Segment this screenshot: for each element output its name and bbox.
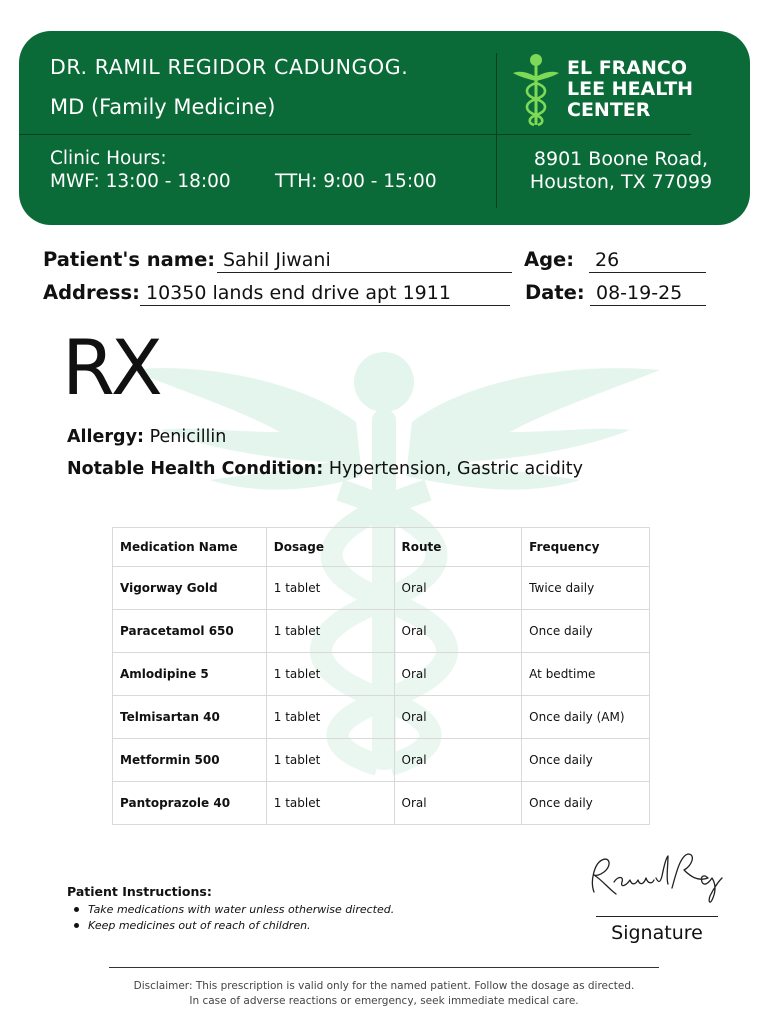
table-header-row <box>113 528 650 567</box>
frequency-cell: Once daily <box>522 739 650 782</box>
clinic-name-line: EL FRANCO <box>567 57 688 79</box>
header-divider-vertical <box>496 53 497 208</box>
column-header-frequency: Frequency <box>522 528 650 567</box>
dosage-cell: 1 tablet <box>266 567 394 610</box>
medication-name-cell: Metformin 500 <box>113 739 267 782</box>
table-row <box>113 653 650 696</box>
age-field: 26 <box>589 248 706 273</box>
clinic-hours-label: Clinic Hours: <box>50 148 167 169</box>
header-divider-horizontal <box>19 134 691 135</box>
dosage-cell: 1 tablet <box>266 610 394 653</box>
doctor-name: DR. RAMIL REGIDOR CADUNGOG. <box>50 55 409 79</box>
address-label: Address: <box>43 281 140 304</box>
patient-name-field: Sahil Jiwani <box>217 248 512 273</box>
prescription-header <box>19 31 750 225</box>
frequency-cell: Once daily (AM) <box>522 696 650 739</box>
frequency-cell: Twice daily <box>522 567 650 610</box>
frequency-cell: Once daily <box>522 610 650 653</box>
dosage-cell: 1 tablet <box>266 782 394 825</box>
patient-instructions-title: Patient Instructions: <box>67 884 212 899</box>
route-cell: Oral <box>394 567 522 610</box>
handwritten-signature <box>580 848 725 908</box>
route-cell: Oral <box>394 782 522 825</box>
health-condition-label: Notable Health Condition: <box>67 459 324 479</box>
column-header-medication: Medication Name <box>113 528 267 567</box>
medication-name-cell: Paracetamol 650 <box>113 610 267 653</box>
route-cell: Oral <box>394 653 522 696</box>
dosage-cell: 1 tablet <box>266 739 394 782</box>
column-header-route: Route <box>394 528 522 567</box>
allergy-line <box>67 427 226 447</box>
table-row <box>113 782 650 825</box>
clinic-name-line: CENTER <box>567 99 651 121</box>
signature-label: Signature <box>611 922 703 944</box>
frequency-cell: At bedtime <box>522 653 650 696</box>
route-cell: Oral <box>394 696 522 739</box>
list-item: Take medications with water unless otherwise directed. <box>88 903 395 916</box>
clinic-hours-mwf: MWF: 13:00 - 18:00 <box>50 171 231 192</box>
table-row <box>113 610 650 653</box>
disclaimer-line: In case of adverse reactions or emergency, seek immediate medical care. <box>189 994 579 1007</box>
clinic-name <box>567 58 693 121</box>
frequency-cell: Once daily <box>522 782 650 825</box>
allergy-label: Allergy: <box>67 427 144 447</box>
clinic-hours-tth: TTH: 9:00 - 15:00 <box>275 171 437 192</box>
clinic-address-line: 8901 Boone Road, <box>533 148 709 170</box>
medication-table <box>112 527 650 825</box>
clinic-address-line: Houston, TX 77099 <box>529 171 713 193</box>
health-condition-line <box>67 459 583 479</box>
table-row <box>113 567 650 610</box>
clinic-name-line: LEE HEALTH <box>567 78 694 100</box>
column-header-dosage: Dosage <box>266 528 394 567</box>
table-row <box>113 739 650 782</box>
list-item: Keep medicines out of reach of children. <box>88 918 394 934</box>
clinic-address <box>511 148 731 194</box>
patient-instructions-list <box>88 902 394 933</box>
footer-divider <box>109 967 659 968</box>
medication-name-cell: Telmisartan 40 <box>113 696 267 739</box>
rx-symbol: RX <box>62 323 159 412</box>
date-label: Date: <box>525 281 585 304</box>
patient-name-label: Patient's name: <box>43 248 216 271</box>
disclaimer-text <box>84 979 684 1008</box>
dosage-cell: 1 tablet <box>266 653 394 696</box>
medication-name-cell: Amlodipine 5 <box>113 653 267 696</box>
allergy-value: Penicillin <box>149 427 227 447</box>
table-row <box>113 696 650 739</box>
route-cell: Oral <box>394 739 522 782</box>
caduceus-icon <box>512 53 560 127</box>
route-cell: Oral <box>394 610 522 653</box>
signature-line <box>596 916 718 917</box>
disclaimer-line: Disclaimer: This prescription is valid only for the named patient. Follow the dosage as directed. <box>133 980 635 992</box>
medication-name-cell: Vigorway Gold <box>113 567 267 610</box>
age-label: Age: <box>524 248 575 271</box>
health-condition-value: Hypertension, Gastric acidity <box>328 459 583 479</box>
doctor-specialty: MD (Family Medicine) <box>50 95 276 119</box>
medication-name-cell: Pantoprazole 40 <box>113 782 267 825</box>
dosage-cell: 1 tablet <box>266 696 394 739</box>
address-field: 10350 lands end drive apt 1911 <box>140 281 510 306</box>
date-field: 08-19-25 <box>590 281 706 306</box>
